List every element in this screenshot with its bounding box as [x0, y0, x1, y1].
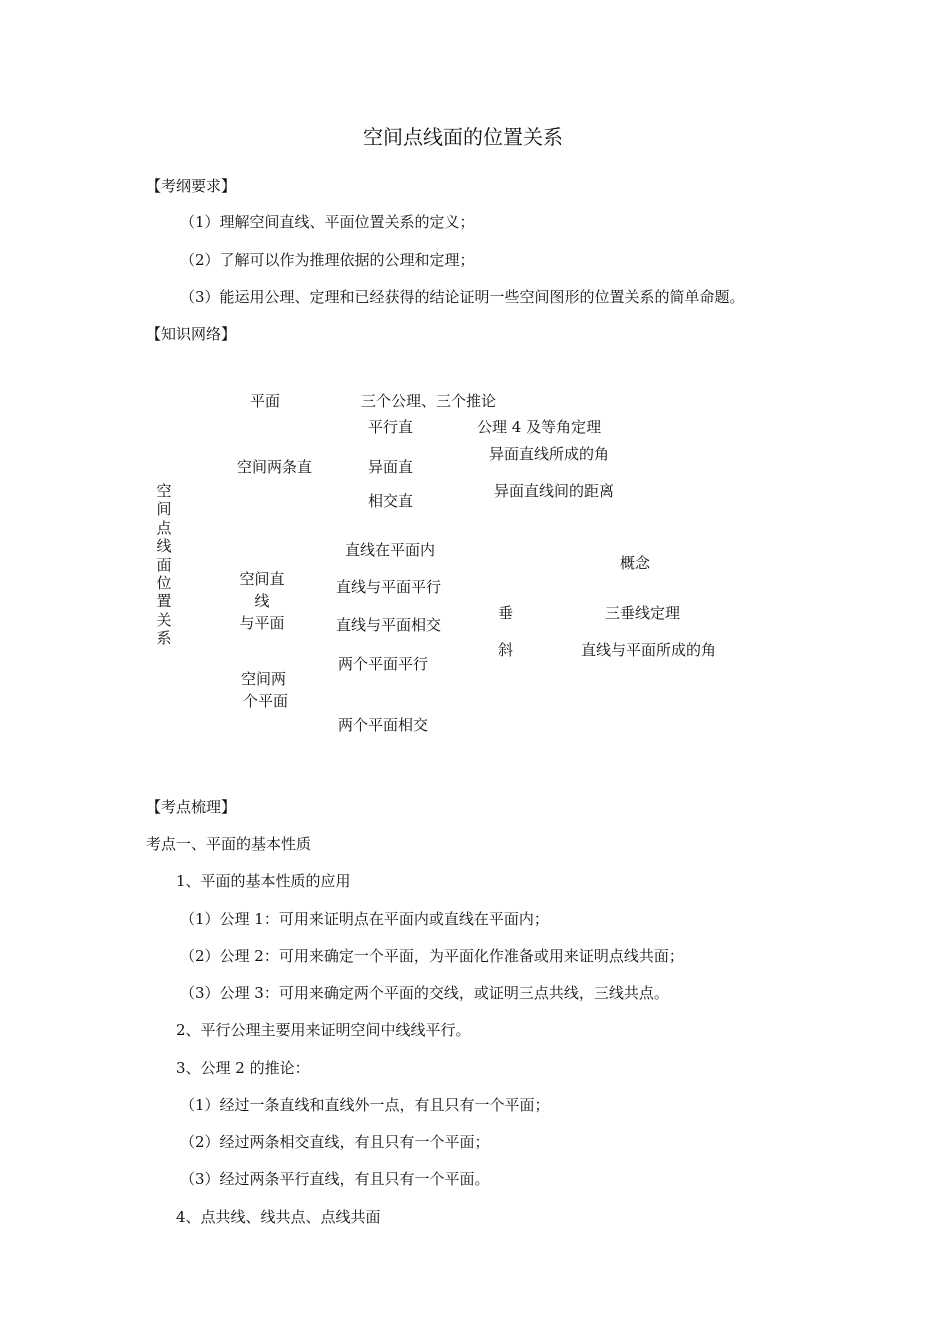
node-line-plane-angle: 直线与平面所成的角: [581, 641, 717, 659]
sub3-item: （3）经过两条平行直线，有且只有一个平面。: [180, 1170, 490, 1188]
node-two-planes-2: 个平面: [243, 692, 289, 710]
node-intersect-lines: 相交直: [368, 492, 414, 510]
node-axioms: 三个公理、三个推论: [361, 392, 497, 410]
node-perpendicular: 垂: [498, 604, 514, 622]
node-skew-distance: 异面直线间的距离: [494, 482, 615, 500]
node-two-lines: 空间两条直: [237, 458, 313, 476]
outline-item: （2）了解可以作为推理依据的公理和定理；: [180, 251, 475, 269]
node-plane: 平面: [250, 392, 281, 410]
node-line-parallel-plane: 直线与平面平行: [336, 578, 442, 596]
node-concept: 概念: [620, 554, 651, 572]
node-three-perp: 三垂线定理: [605, 604, 681, 622]
node-line-intersect-plane: 直线与平面相交: [336, 616, 442, 634]
sub1-title: 1、平面的基本性质的应用: [176, 872, 351, 890]
review-heading: 【考点梳理】: [146, 798, 237, 816]
node-parallel-lines: 平行直: [368, 418, 414, 436]
node-planes-parallel: 两个平面平行: [338, 655, 429, 673]
network-root: 空间点线面位置关系: [156, 482, 172, 648]
page-title: 空间点线面的位置关系: [363, 125, 563, 149]
node-skew-lines: 异面直: [368, 458, 414, 476]
sub2-title: 2、平行公理主要用来证明空间中线线平行。: [176, 1021, 471, 1039]
sub1-item: （3）公理 3：可用来确定两个平面的交线，或证明三点共线，三线共点。: [180, 984, 669, 1002]
sub1-item: （1）公理 1：可用来证明点在平面内或直线在平面内；: [180, 910, 549, 928]
node-planes-intersect: 两个平面相交: [338, 716, 429, 734]
node-oblique: 斜: [498, 641, 514, 659]
node-line-in-plane: 直线在平面内: [345, 541, 436, 559]
sub4-title: 4、点共线、线共点、点线共面: [176, 1208, 381, 1226]
sub1-item: （2）公理 2：可用来确定一个平面，为平面化作准备或用来证明点线共面；: [180, 947, 684, 965]
network-heading: 【知识网络】: [146, 325, 237, 343]
sub3-item: （1）经过一条直线和直线外一点，有且只有一个平面；: [180, 1096, 550, 1114]
node-line-plane-3: 与平面: [239, 614, 285, 632]
sub3-item: （2）经过两条相交直线，有且只有一个平面；: [180, 1133, 490, 1151]
node-axiom4: 公理 4 及等角定理: [477, 418, 602, 436]
node-line-plane-2: 线: [254, 592, 270, 610]
sub3-title: 3、公理 2 的推论：: [176, 1059, 310, 1077]
node-skew-angle: 异面直线所成的角: [489, 445, 610, 463]
node-line-plane-1: 空间直: [239, 570, 285, 588]
point1-title: 考点一、平面的基本性质: [146, 835, 312, 853]
outline-item: （1）理解空间直线、平面位置关系的定义；: [180, 213, 475, 231]
outline-heading: 【考纲要求】: [146, 177, 237, 195]
outline-item: （3）能运用公理、定理和已经获得的结论证明一些空间图形的位置关系的简单命题。: [180, 288, 745, 306]
node-two-planes-1: 空间两: [241, 670, 287, 688]
